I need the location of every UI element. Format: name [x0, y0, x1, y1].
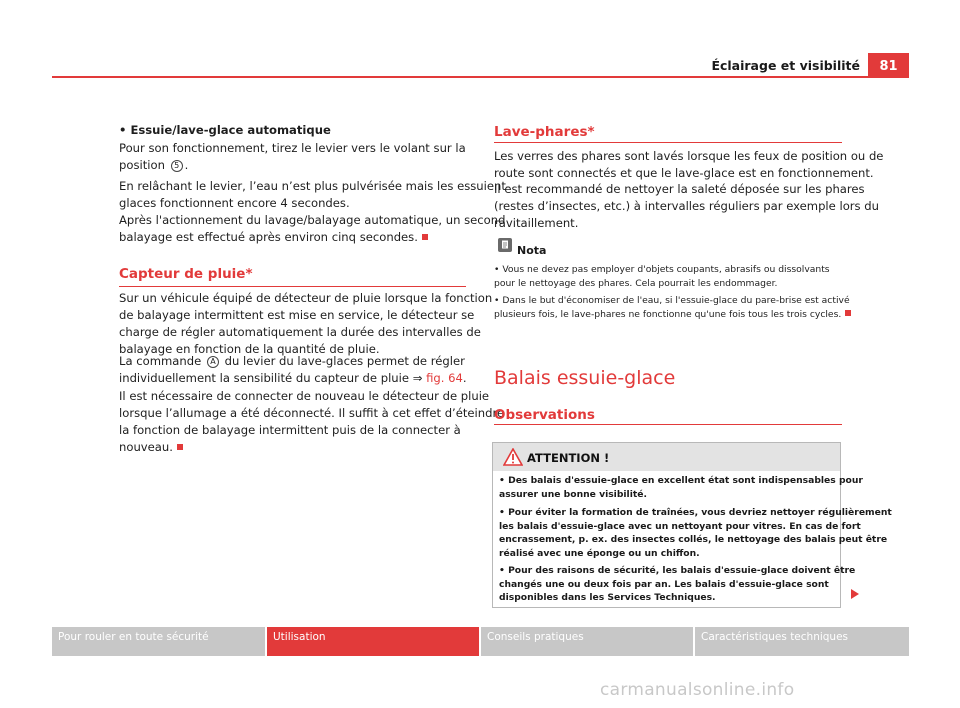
tab-utilisation[interactable]: Utilisation: [267, 627, 479, 656]
tab-practical-tips[interactable]: Conseils pratiques: [481, 627, 693, 656]
essuie-paragraph-1: Pour son fonctionnement, tirez le levier vers le volant sur la position 5 .: [119, 141, 466, 172]
lave-phares-title: Lave-phares*: [494, 124, 595, 140]
warning-header: [493, 443, 840, 471]
essuie-paragraph-2: En relâchant le levier, l’eau n’est plus pulvérisée mais les essuient- glaces fonctionnent encore 4 secondes.: [119, 179, 511, 210]
capteur-paragraph-2: La commande A du levier du lave-glaces permet de régler individuellement la sensibilité du capteur de pluie ⇒ fig. 64.: [119, 354, 467, 385]
end-marker: [422, 234, 428, 240]
watermark: carmanualsonline.info: [600, 680, 795, 700]
tab-safety[interactable]: Pour rouler en toute sécurité: [52, 627, 265, 656]
tab-technical-specs[interactable]: Caractéristiques techniques: [695, 627, 909, 656]
warning-bullet-2: • Pour éviter la formation de traînées, vous devriez nettoyer régulièrement les balais d'essuie-glace avec un nettoyant pour vitres. En cas de fort encrassement, p. ex. des insectes collés, le nettoyage des balais peut être réalisé avec une éponge ou un chiffon.: [499, 507, 892, 559]
page-number: 81: [868, 53, 909, 78]
observations-title: Observations: [494, 407, 595, 423]
chapter-title: Balais essuie-glace: [494, 367, 676, 389]
essuie-paragraph-3: Après l'actionnement du lavage/balayage automatique, un second balayage est effectué après environ cinq secondes.: [119, 213, 506, 244]
observations-rule: [494, 424, 842, 425]
capteur-paragraph-3: Il est nécessaire de connecter de nouveau le détecteur de pluie lorsque l’allumage a été déconnecté. Il suffit à cet effet d’éteindre la fonction de balayage intermittent puis de la connecter à nouveau.: [119, 389, 505, 454]
warning-bullet-1: • Des balais d'essuie-glace en excellent état sont indispensables pour assurer une bonne visibilité.: [499, 475, 863, 500]
control-badge: A: [207, 356, 219, 368]
note-icon: [498, 238, 512, 252]
capteur-paragraph-1: Sur un véhicule équipé de détecteur de pluie lorsque la fonction de balayage intermittent est mise en service, le détecteur se charge de régler automatiquement la durée des intervalles de balayage en fonction de la quantité de pluie.: [119, 291, 493, 356]
note-title: Nota: [517, 244, 547, 257]
warning-title: ATTENTION !: [527, 451, 610, 465]
lave-phares-paragraph-2: Il est recommandé de nettoyer la saleté déposée sur les phares (restes d’insectes, etc.) à intervalles réguliers par exemple lors du ravitaillement.: [494, 182, 879, 230]
lave-phares-paragraph-1: Les verres des phares sont lavés lorsque les feux de position ou de route sont connectés et que le lave-glace est en fonctionnement.: [494, 149, 884, 180]
capteur-rule: [119, 286, 466, 287]
figure-link[interactable]: fig. 64: [426, 371, 463, 385]
warning-bullet-3: • Pour des raisons de sécurité, les balais d'essuie-glace doivent être changés une ou deux fois par an. Les balais d'essuie-glace sont disponibles dans les Services Techniques.: [499, 565, 856, 604]
next-page-arrow-icon[interactable]: [851, 589, 859, 599]
capteur-title: Capteur de pluie*: [119, 266, 253, 282]
note-bullet-1: • Vous ne devez pas employer d'objets coupants, abrasifs ou dissolvants pour le nettoyage des phares. Cela pourrait les endommager.: [494, 264, 830, 289]
header-rule: [52, 76, 909, 78]
lave-phares-rule: [494, 142, 842, 143]
end-marker: [845, 310, 851, 316]
note-bullet-2: • Dans le but d'économiser de l'eau, si l'essuie-glace du pare-brise est activé plusieurs fois, le lave-phares ne fonctionne qu'une fois tous les trois cycles.: [494, 295, 850, 320]
essuie-heading: • Essuie/lave-glace automatique: [119, 123, 331, 137]
position-badge: 5: [171, 160, 183, 172]
running-header-title: Éclairage et visibilité: [711, 58, 860, 73]
warning-box: [492, 442, 892, 608]
end-marker: [177, 444, 183, 450]
warning-triangle-icon: [503, 448, 523, 466]
